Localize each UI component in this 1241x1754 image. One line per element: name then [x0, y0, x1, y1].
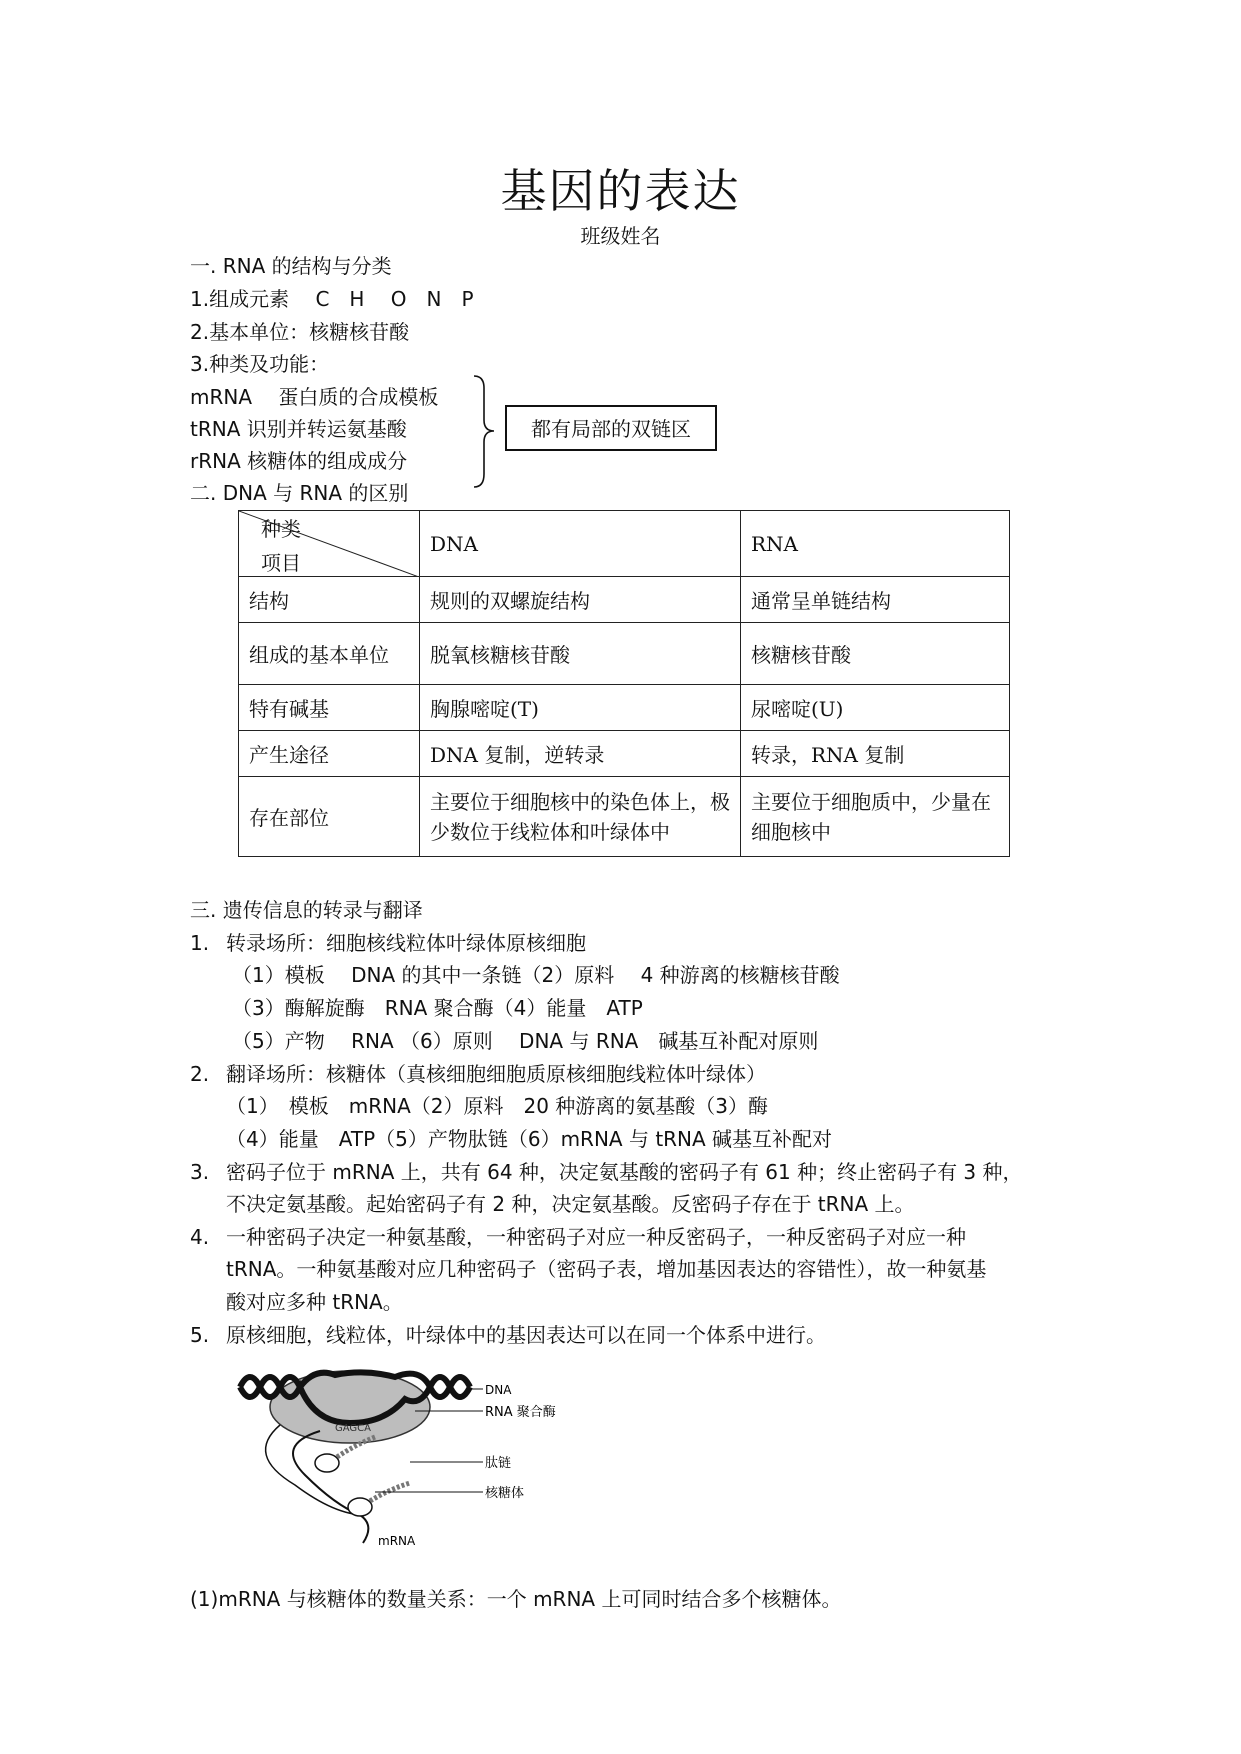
callout-double-strand: 都有局部的双链区 [505, 405, 717, 451]
list-item-line: （4）能量 ATP（5）产物肽链（6）mRNA 与 tRNA 碱基互补配对 [226, 1127, 833, 1151]
label-mrna: mRNA [378, 1534, 416, 1548]
ribosome-icon [348, 1498, 372, 1516]
section1-line-elements: 1.组成元素 C H O N P [190, 287, 474, 311]
bottom-note: (1)mRNA 与核糖体的数量关系：一个 mRNA 上可同时结合多个核糖体。 [190, 1587, 842, 1611]
label-rna-polymerase: RNA 聚合酶 [485, 1405, 556, 1420]
row-rna-cell: 核糖核苷酸 [741, 623, 1010, 685]
section1-line-types: 3.种类及功能： [190, 352, 330, 376]
table-row [239, 731, 1010, 777]
rna-type-rrna: rRNA 核糖体的组成成分 [190, 449, 408, 473]
col-header-rna: RNA [741, 511, 1010, 577]
row-item: 结构 [239, 577, 420, 623]
col-header-dna: DNA [420, 511, 741, 577]
row-dna-cell: DNA 复制，逆转录 [420, 731, 741, 777]
row-dna-cell: 胸腺嘧啶(T) [420, 685, 741, 731]
list-item-line: （3）酶解旋酶 RNA 聚合酶（4）能量 ATP [232, 996, 643, 1020]
rna-type-trna: tRNA 识别并转运氨基酸 [190, 417, 407, 441]
table-row [239, 685, 1010, 731]
rna-type-mrna: mRNA 蛋白质的合成模板 [190, 385, 439, 409]
table-row [239, 577, 1010, 623]
list-item-number: 4. [190, 1225, 210, 1249]
label-peptide: 肽链 [485, 1456, 512, 1471]
list-item-number: 1. [190, 931, 210, 955]
row-item: 存在部位 [239, 777, 420, 857]
row-rna-cell: 转录，RNA 复制 [741, 731, 1010, 777]
list-item-number: 2. [190, 1062, 210, 1086]
transcription-translation-figure [235, 1365, 575, 1550]
list-item-number: 5. [190, 1323, 210, 1347]
list-item-line: 不决定氨基酸。起始密码子有 2 种，决定氨基酸。反密码子存在于 tRNA 上。 [226, 1192, 915, 1216]
row-item: 特有碱基 [239, 685, 420, 731]
ribosome-icon [315, 1454, 339, 1472]
row-item: 组成的基本单位 [239, 623, 420, 685]
page-subtitle: 班级姓名 [580, 224, 661, 248]
section2-heading: 二. DNA 与 RNA 的区别 [190, 481, 409, 505]
table-corner-cell [239, 511, 420, 577]
sequence-label: GAGCA [335, 1423, 371, 1434]
row-item: 产生途径 [239, 731, 420, 777]
page-title: 基因的表达 [500, 164, 741, 218]
corner-label-kind: 种类 [261, 517, 301, 541]
label-dna: DNA [485, 1383, 512, 1397]
corner-label-item: 项目 [261, 551, 301, 575]
row-rna-cell: 通常呈单链结构 [741, 577, 1010, 623]
list-item-line: 转录场所：细胞核线粒体叶绿体原核细胞 [226, 931, 586, 955]
list-item-line: （1）模板 DNA 的其中一条链（2）原料 4 种游离的核糖核苷酸 [232, 963, 840, 987]
list-item-line: 一种密码子决定一种氨基酸，一种密码子对应一种反密码子，一种反密码子对应一种 [226, 1225, 966, 1249]
table-row [239, 623, 1010, 685]
list-item-line: 密码子位于 mRNA 上，共有 64 种，决定氨基酸的密码子有 61 种；终止密码子有 3 种， [226, 1160, 1023, 1184]
list-item-number: 3. [190, 1160, 210, 1184]
list-item-line: 酸对应多种 tRNA。 [226, 1290, 403, 1314]
list-item-line: 原核细胞，线粒体，叶绿体中的基因表达可以在同一个体系中进行。 [226, 1323, 826, 1347]
section1-heading: 一. RNA 的结构与分类 [190, 254, 392, 278]
table-header-row [239, 511, 1010, 577]
dna-rna-comparison-table [238, 510, 1010, 857]
row-rna-cell: 主要位于细胞质中，少量在细胞核中 [741, 777, 1010, 857]
right-brace [470, 374, 500, 489]
list-item-line: （1） 模板 mRNA（2）原料 20 种游离的氨基酸（3）酶 [226, 1094, 769, 1118]
row-dna-cell: 规则的双螺旋结构 [420, 577, 741, 623]
label-ribosome: 核糖体 [485, 1486, 525, 1501]
row-dna-cell: 脱氧核糖核苷酸 [420, 623, 741, 685]
row-rna-cell: 尿嘧啶(U) [741, 685, 1010, 731]
row-dna-cell: 主要位于细胞核中的染色体上，极少数位于线粒体和叶绿体中 [420, 777, 741, 857]
list-item-line: 翻译场所：核糖体（真核细胞细胞质原核细胞线粒体叶绿体） [226, 1062, 766, 1086]
list-item-line: （5）产物 RNA （6）原则 DNA 与 RNA 碱基互补配对原则 [232, 1029, 819, 1053]
table-row [239, 777, 1010, 857]
section1-line-unit: 2.基本单位：核糖核苷酸 [190, 320, 410, 344]
list-item-line: tRNA。一种氨基酸对应几种密码子（密码子表，增加基因表达的容错性），故一种氨基 [226, 1257, 987, 1281]
section3-heading: 三. 遗传信息的转录与翻译 [190, 898, 423, 922]
